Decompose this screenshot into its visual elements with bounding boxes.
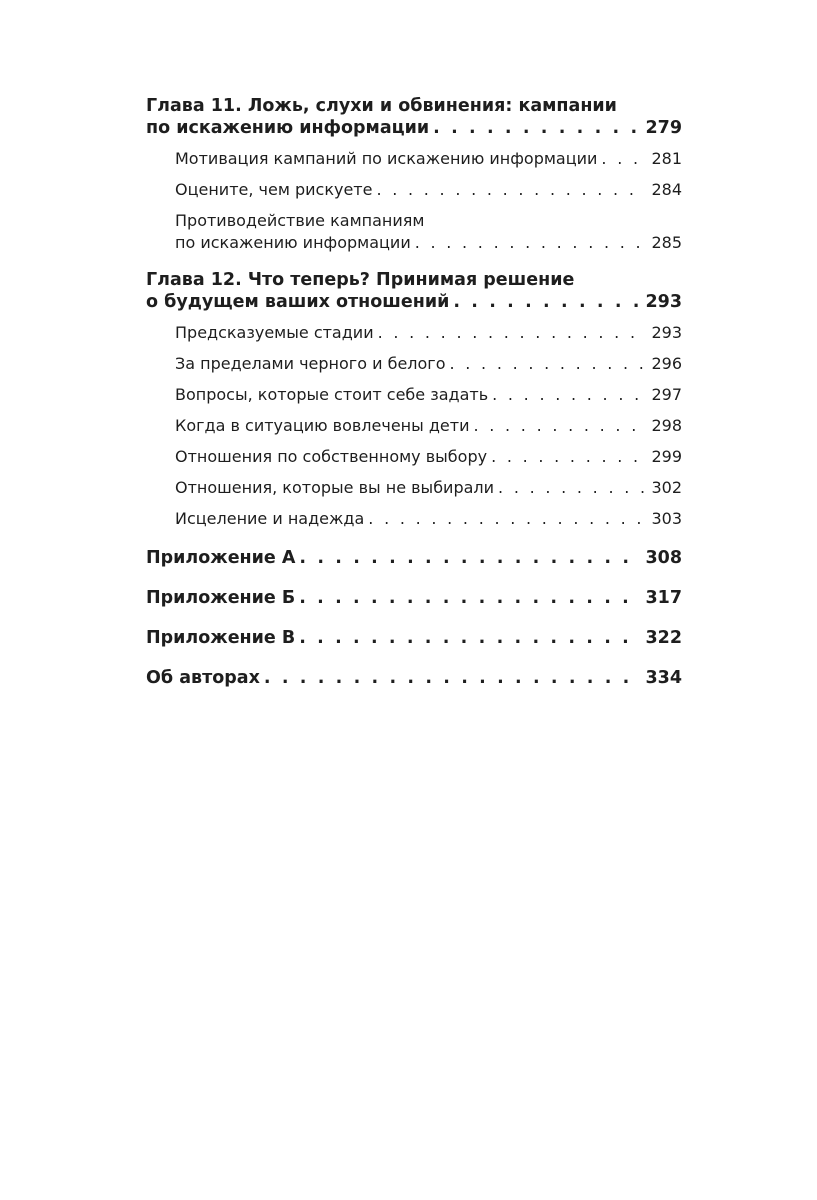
toc-appendix-c — [146, 627, 682, 649]
leader-dots — [368, 508, 645, 530]
leader-dots — [492, 384, 645, 406]
section-title: Отношения по собственному выбору — [175, 447, 488, 466]
chapter-title-line1: Глава 11. Ложь, слухи и обвинения: кампании — [146, 96, 617, 116]
page-number: 281 — [651, 149, 682, 168]
toc-section — [175, 210, 682, 254]
appendix-title: Приложение Б — [146, 588, 296, 608]
toc-section — [175, 446, 682, 468]
section-title: Мотивация кампаний по искажению информации — [175, 149, 598, 168]
leader-dots — [491, 446, 645, 468]
section-title: За пределами черного и белого — [175, 354, 446, 373]
appendix-title: Приложение А — [146, 548, 296, 568]
page-number: 317 — [645, 588, 682, 608]
section-title: по искажению информации — [175, 233, 411, 252]
appendix-title: Приложение В — [146, 628, 296, 648]
toc-section — [175, 508, 682, 530]
toc-section — [175, 148, 682, 170]
page-number: 302 — [651, 478, 682, 497]
leader-dots — [450, 353, 646, 375]
toc-appendix-b — [146, 587, 682, 609]
toc-about-authors — [146, 667, 682, 689]
page-number: 298 — [651, 416, 682, 435]
leader-dots — [453, 291, 639, 313]
table-of-contents — [146, 95, 682, 689]
toc-section — [175, 353, 682, 375]
page-number: 296 — [651, 354, 682, 373]
toc-section — [175, 384, 682, 406]
page-number: 279 — [645, 118, 682, 138]
section-title: Вопросы, которые стоит себе задать — [175, 385, 489, 404]
page-number: 334 — [645, 668, 682, 688]
leader-dots — [264, 667, 640, 689]
leader-dots — [299, 547, 639, 569]
chapter-title-text: по искажению информации — [146, 118, 430, 138]
leader-dots — [376, 179, 645, 201]
section-title: Предсказуемые стадии — [175, 323, 374, 342]
leader-dots — [378, 322, 646, 344]
section-title-line1: Противодействие кампаниям — [175, 211, 425, 230]
section-title: Исцеление и надежда — [175, 509, 365, 528]
section-title: Оцените, чем рискуете — [175, 180, 373, 199]
section-title-line2 — [175, 232, 682, 254]
leader-dots — [299, 587, 639, 609]
page-number: 299 — [651, 447, 682, 466]
toc-chapter-11 — [146, 95, 682, 139]
toc-appendix-a — [146, 547, 682, 569]
about-title: Об авторах — [146, 668, 260, 688]
leader-dots — [601, 148, 645, 170]
leader-dots — [433, 117, 639, 139]
chapter-title-line2 — [146, 117, 682, 139]
leader-dots — [498, 477, 645, 499]
chapter-title-text: о будущем ваших отношений — [146, 292, 450, 312]
leader-dots — [415, 232, 646, 254]
page-number: 297 — [651, 385, 682, 404]
leader-dots — [473, 415, 645, 437]
page-number: 284 — [651, 180, 682, 199]
page-number: 303 — [651, 509, 682, 528]
chapter-title-line2 — [146, 291, 682, 313]
toc-section — [175, 477, 682, 499]
toc-section — [175, 179, 682, 201]
page-number: 293 — [645, 292, 682, 312]
page-number: 285 — [651, 233, 682, 252]
page-number: 293 — [651, 323, 682, 342]
toc-section — [175, 322, 682, 344]
section-title: Отношения, которые вы не выбирали — [175, 478, 495, 497]
toc-section — [175, 415, 682, 437]
page-number: 322 — [645, 628, 682, 648]
toc-chapter-12 — [146, 269, 682, 313]
page-number: 308 — [645, 548, 682, 568]
section-title: Когда в ситуацию вовлечены дети — [175, 416, 470, 435]
chapter-title-line1: Глава 12. Что теперь? Принимая решение — [146, 270, 575, 290]
leader-dots — [299, 627, 639, 649]
